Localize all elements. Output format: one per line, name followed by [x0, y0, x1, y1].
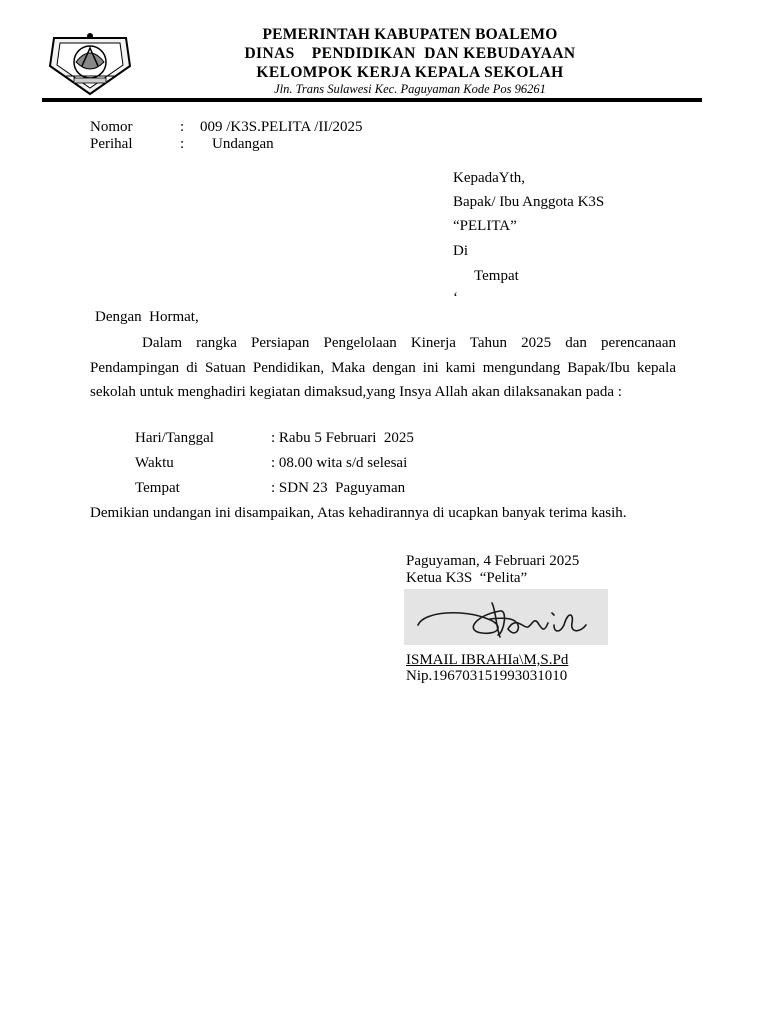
- recipient-place: Tempat: [474, 268, 519, 284]
- perihal-label: Perihal: [90, 136, 133, 152]
- recipient-addressee: Bapak/ Ibu Anggota K3S: [453, 194, 605, 210]
- detail-time-label: Waktu: [135, 455, 174, 471]
- detail-date-label: Hari/Tanggal: [135, 430, 214, 446]
- signature-image: [404, 589, 608, 645]
- signature-place-date: Paguyaman, 4 Februari 2025: [406, 553, 580, 569]
- nomor-separator: :: [180, 119, 185, 135]
- greeting: Dengan Hormat,: [95, 309, 199, 325]
- body-paragraph: Dalam rangka Persiapan Pengelolaan Kinerja Tahun 2025 dan perencanaan Pendampingan di Satuan Pendidikan, Maka dengan ini kami mengundang Bapak/Ibu kepala sekolah untuk menghadiri kegiatan dimaksud,yang Insya Allah akan dilaksanakan pada :: [90, 335, 676, 400]
- signatory-nip: Nip.196703151993031010: [406, 668, 568, 684]
- signatory-name: ISMAIL IBRAHIa\M,S.Pd: [406, 652, 569, 668]
- letterhead-department: DINAS PENDIDIKAN DAN KEBUDAYAAN: [244, 45, 576, 62]
- recipient-di: Di: [453, 243, 468, 259]
- signature-position: Ketua K3S “Pelita”: [406, 570, 528, 586]
- detail-date-value: : Rabu 5 Februari 2025: [271, 430, 414, 446]
- regency-emblem-logo: [48, 26, 132, 96]
- recipient-to: KepadaYth,: [453, 170, 526, 186]
- closing-paragraph: Demikian undangan ini disampaikan, Atas kehadirannya di ucapkan banyak terima kasih.: [90, 505, 627, 521]
- nomor-value: 009 /K3S.PELITA /II/2025: [200, 119, 363, 135]
- nomor-label: Nomor: [90, 119, 133, 135]
- recipient-mark: ‘: [453, 290, 458, 306]
- letterhead-divider: [42, 98, 702, 102]
- perihal-value: Undangan: [212, 136, 274, 152]
- detail-place-label: Tempat: [135, 480, 180, 496]
- detail-place-value: : SDN 23 Paguyaman: [271, 480, 406, 496]
- letterhead-government: PEMERINTAH KABUPATEN BOALEMO: [262, 26, 558, 43]
- detail-time-value: : 08.00 wita s/d selesai: [271, 455, 408, 471]
- letterhead-address: Jln. Trans Sulawesi Kec. Paguyaman Kode Pos 96261: [274, 82, 546, 96]
- perihal-separator: :: [180, 136, 185, 152]
- recipient-group: “PELITA”: [453, 218, 517, 234]
- handwritten-signature: [404, 589, 608, 645]
- letterhead-working-group: KELOMPOK KERJA KEPALA SEKOLAH: [256, 64, 564, 81]
